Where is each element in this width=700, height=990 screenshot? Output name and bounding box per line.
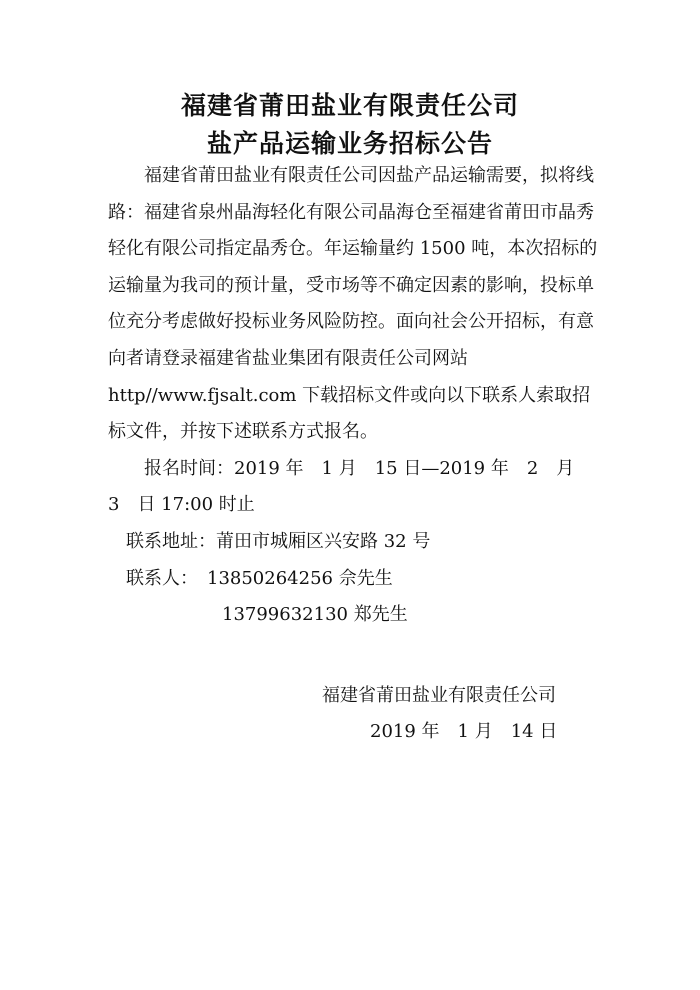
contact-person-2: 13799632130 郑先生 (222, 604, 408, 626)
announcement-body (108, 158, 598, 634)
signature-org: 福建省莆田盐业有限责任公司 (322, 685, 556, 706)
signup-time: 报名时间：2019 年 1 月 15 日—2019 年 2 月 3 日 17:00 时止 (108, 457, 593, 516)
title-company: 福建省莆田盐业有限责任公司 (180, 91, 519, 120)
contact-address: 联系地址：莆田市城厢区兴安路 32 号 (126, 530, 431, 552)
signature-block (322, 678, 557, 750)
main-paragraph: 福建省莆田盐业有限责任公司因盐产品运输需要，拟将线路：福建省泉州晶海轻化有限公司晶海仓至福建省莆田市晶秀轻化有限公司指定晶秀仓。年运输量约 1500 吨，本次招标的运输量为我司的预计量，受市场等不确定因素的影响，投标单位充分考虑做好投标业务风险防控。面向社会公开招标，有意向者请登录福建省盐业集团有限责任公司网站 http//www.fjsalt.com 下载招标文件或向以下联系人索取招标文件，并按下述联系方式报名。 (108, 165, 598, 443)
signature-date: 2019 年 1 月 14 日 (370, 721, 558, 742)
title-announcement: 盐产品运输业务招标公告 (206, 129, 493, 158)
contact-person-1: 联系人： 13850264256 佘先生 (126, 567, 393, 589)
